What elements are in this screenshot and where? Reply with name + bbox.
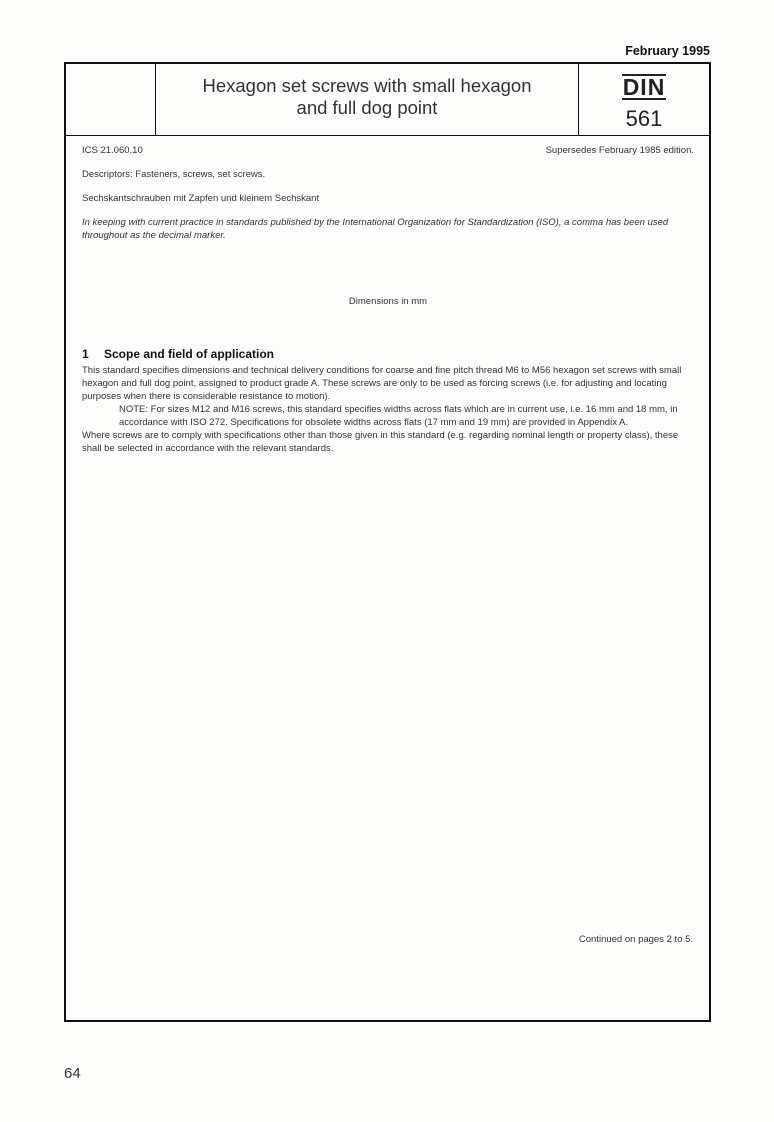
section-number: 1 — [82, 347, 89, 361]
publication-date: February 1995 — [625, 44, 710, 58]
document-frame — [64, 62, 711, 1022]
section-note: NOTE: For sizes M12 and M16 screws, this standard specifies widths across flats which are in current use, i.e. 16 mm and 18 mm, in accordance with ISO 272. Specifications for obsolete widths across flats (17 mm and 19 mm) are provided in Appendix A. — [119, 404, 678, 428]
title-line-1: Hexagon set screws with small hexagon — [202, 74, 532, 96]
document-title — [156, 64, 579, 135]
din-standard-number: 561 — [625, 106, 663, 131]
ics-row — [82, 144, 694, 157]
title-block-left-cell — [66, 64, 156, 135]
descriptors: Descriptors: Fasteners, screws, set screws. — [82, 169, 266, 180]
section-paragraph-1: This standard specifies dimensions and technical delivery conditions for coarse and fine pitch thread M6 to M56 hexagon set screws with small hexagon and full dog point, assigned to product grade A. These screws are only to be used as forcing screws (i.e. for adjusting and locating purposes when there is considerable resistance to motion). — [82, 365, 682, 402]
din-block — [579, 64, 709, 135]
section-title: Scope and field of application — [104, 347, 275, 361]
section-paragraph-2: Where screws are to comply with specifications other than those given in this standard (e.g. regarding nominal length or property class), these shall be selected in accordance with the relevant standards. — [82, 430, 679, 454]
document-body — [82, 144, 694, 455]
title-block — [66, 64, 709, 136]
page-number: 64 — [64, 1065, 81, 1082]
german-title: Sechskantschrauben mit Zapfen und kleinem Sechskant — [82, 193, 320, 204]
supersedes-note: Supersedes February 1985 edition. — [545, 145, 694, 156]
continued-note: Continued on pages 2 to 5. — [578, 934, 693, 945]
din-logo: DIN — [622, 74, 666, 100]
iso-decimal-note: In keeping with current practice in standards published by the International Organization for Standardization (ISO), a comma has been used throughout as the decimal marker. — [82, 217, 669, 241]
ics-code: ICS 21.060.10 — [82, 145, 143, 156]
dimensions-label: Dimensions in mm — [348, 296, 428, 307]
section-heading — [82, 348, 694, 361]
title-line-2: and full dog point — [296, 96, 438, 118]
